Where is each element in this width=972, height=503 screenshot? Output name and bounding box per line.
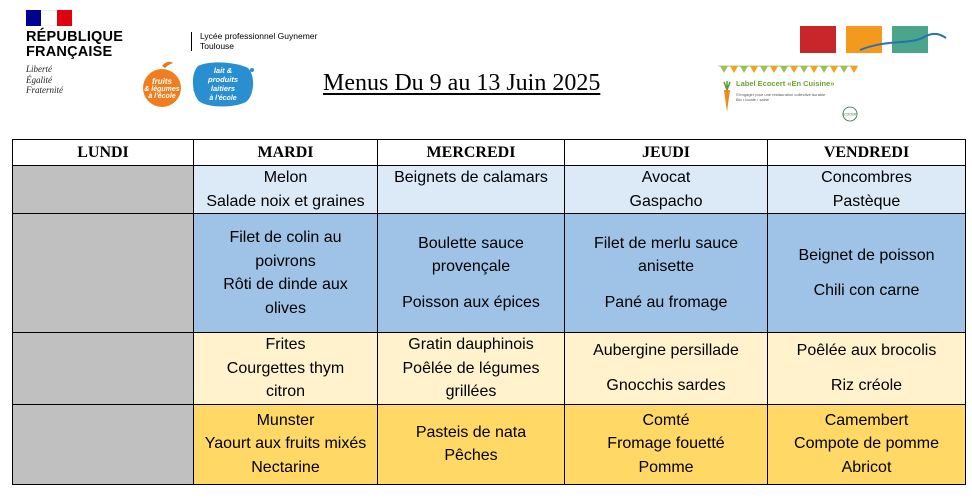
header-mercredi: MERCREDI: [378, 140, 565, 166]
menu-cell-jeudi: [565, 404, 768, 484]
square-red: [800, 26, 836, 53]
carrot-icon: [724, 81, 730, 112]
menu-cell-mercredi: [378, 333, 565, 405]
menu-cell-lundi: [13, 333, 194, 405]
menu-item: Beignets de calamars: [394, 169, 548, 186]
header-jeudi: JEUDI: [565, 140, 768, 166]
fruits-legumes-ecole-logo: [138, 60, 186, 108]
row-plat: [13, 214, 966, 333]
menu-item: Comté: [642, 411, 690, 429]
menu-item: Concombres: [821, 169, 912, 186]
menu-cell-vendredi: [768, 404, 966, 484]
logo-lait-line-3: laitiers: [210, 84, 236, 93]
menu-item: Yaourt aux fruits mixés: [204, 435, 367, 453]
menu-item: poivrons: [255, 252, 316, 270]
menu-item: Compote de pomme: [794, 435, 939, 453]
school-name: [191, 32, 317, 51]
menu-item: Salade noix et graines: [206, 192, 365, 210]
menu-item: Courgettes thym: [226, 359, 345, 377]
menu-cell-mercredi: [378, 166, 565, 214]
menu-item: olives: [265, 299, 306, 317]
line-spacer: [378, 279, 564, 291]
motto-fraternite: Fraternité: [26, 85, 63, 95]
header-vendredi: VENDREDI: [768, 140, 966, 166]
menu-item: Frites: [265, 336, 306, 353]
menu-cell-vendredi: [768, 214, 966, 333]
republique-name: [26, 30, 196, 60]
school-city: Toulouse: [200, 40, 235, 51]
menu-item: Camembert: [824, 411, 909, 429]
logo-fruits-line-2: & légumes: [144, 86, 180, 93]
logo-fruits-line-3: à l'école: [148, 93, 176, 100]
menu-cell-lundi: [13, 404, 194, 484]
menu-item: Pastèque: [832, 192, 901, 210]
flag-blue: [26, 10, 41, 26]
menu-item: Boulette sauce: [418, 234, 524, 252]
lait-produits-laitiers-logo: [190, 60, 256, 108]
menu-cell-vendredi: [768, 333, 966, 405]
menu-item: Filet de colin au: [229, 229, 342, 246]
menu-cell-lundi: [13, 166, 194, 214]
menu-cell-jeudi: [565, 333, 768, 405]
menu-item: Riz créole: [830, 377, 903, 395]
line-spacer: [565, 362, 767, 374]
logo-lait-line-1: lait &: [213, 66, 233, 75]
menu-item: Poisson aux épices: [402, 293, 540, 311]
menu-cell-mardi: [194, 214, 378, 333]
menu-item: Beignet de poisson: [798, 246, 935, 264]
bunting-flags-icon: [718, 66, 858, 73]
logo-fruits-line-1: fruits: [152, 77, 172, 86]
header-lundi: LUNDI: [13, 140, 194, 166]
menu-item: Aubergine persillade: [593, 341, 739, 359]
menu-cell-mardi: [194, 333, 378, 405]
menu-item: Pomme: [638, 458, 694, 476]
ecocert-sub-line-1: S'engager pour une restauration collective durable: [736, 92, 826, 97]
ecocert-sub-line-2: Bio • locale • saine: [736, 97, 770, 102]
french-flag-icon: [26, 10, 72, 26]
menu-item: Filet de merlu sauce: [593, 234, 739, 252]
menu-item: Fromage fouetté: [607, 435, 725, 453]
ecocert-label-text: Label Ecocert «En Cuisine»: [736, 79, 835, 88]
day-header-row: [13, 140, 966, 166]
menu-cell-mardi: [194, 404, 378, 484]
menu-item: Pêches: [444, 447, 498, 464]
menu-item: Chili con carne: [813, 282, 920, 299]
menu-cell-mardi: [194, 166, 378, 214]
logo-lait-line-2: produits: [208, 75, 238, 84]
menu-item: anisette: [637, 258, 695, 276]
menu-cell-jeudi: [565, 214, 768, 333]
menu-table: [12, 139, 966, 485]
motto-liberte: Liberté: [26, 64, 52, 74]
menu-item: Gnocchis sardes: [606, 377, 726, 395]
menu-cell-mercredi: [378, 214, 565, 333]
menu-item: Gaspacho: [629, 192, 703, 210]
menu-cell-lundi: [13, 214, 194, 333]
menu-item: Avocat: [641, 169, 691, 186]
menu-item: Munster: [256, 411, 315, 429]
row-accompagnement: [13, 333, 966, 405]
republique-line-2: FRANÇAISE: [26, 44, 113, 60]
menu-item: Gratin dauphinois: [408, 336, 534, 353]
menu-item: Pané au fromage: [604, 293, 728, 311]
menu-item: provençale: [431, 258, 511, 276]
school-name-line-1: Lycée professionnel Guynemer: [200, 31, 318, 41]
menu-item: Melon: [263, 169, 308, 186]
menu-cell-mercredi: [378, 404, 565, 484]
line-spacer: [565, 279, 767, 291]
row-dessert: [13, 404, 966, 484]
ecocert-label-logo: [718, 64, 868, 124]
flag-white: [41, 10, 56, 26]
square-green: [892, 26, 928, 53]
row-entree: [13, 166, 966, 214]
menu-item: Abricot: [841, 458, 892, 476]
menu-item: Rôti de dinde aux: [223, 276, 348, 293]
menu-item: citron: [265, 383, 306, 400]
menu-cell-jeudi: [565, 166, 768, 214]
logo-lait-line-4: à l'école: [209, 95, 237, 102]
header-mardi: MARDI: [194, 140, 378, 166]
republique-line-1: RÉPUBLIQUE: [26, 29, 124, 45]
menu-cell-vendredi: [768, 166, 966, 214]
flag-red: [57, 10, 72, 26]
colored-squares-logo: [800, 26, 962, 58]
menu-item: Pasteis de nata: [415, 423, 527, 441]
menu-item: Poêlée de légumes: [402, 359, 540, 377]
line-spacer: [768, 362, 965, 374]
ecocert-badge-text: ECOCERT: [842, 112, 858, 117]
page-title: Menus Du 9 au 13 Juin 2025: [323, 70, 601, 96]
motto-egalite: Égalité: [26, 74, 52, 85]
line-spacer: [768, 267, 965, 279]
menu-item: Poêlée aux brocolis: [796, 341, 937, 359]
menu-item: Nectarine: [251, 458, 320, 476]
menu-item: grillées: [445, 383, 497, 400]
